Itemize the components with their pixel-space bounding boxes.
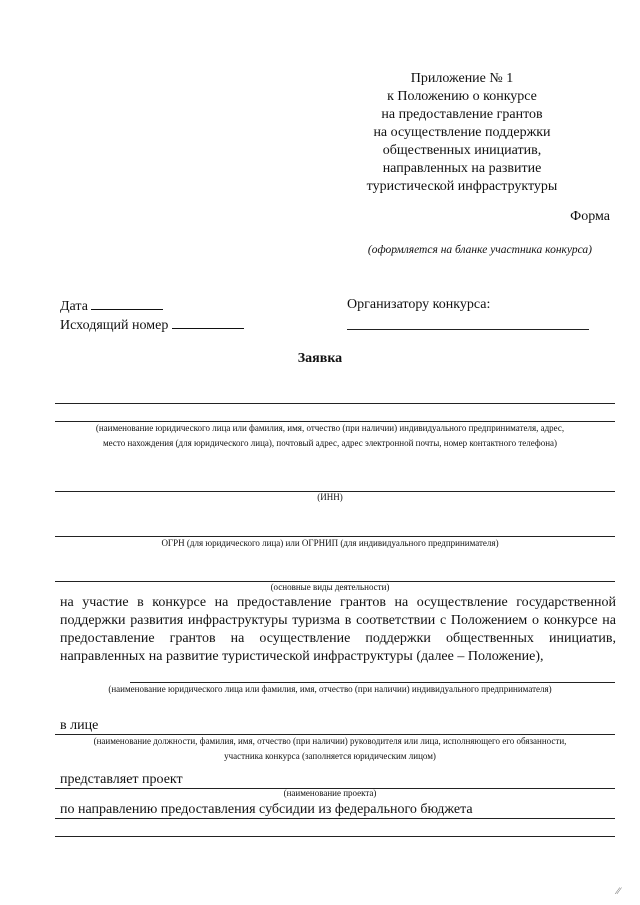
scan-mark: ∕∕ (616, 886, 620, 897)
direction-field-1[interactable] (55, 818, 615, 819)
applicant-name-field-1[interactable] (55, 403, 615, 404)
form-label: Форма (570, 209, 610, 224)
outgoing-number-label: Исходящий номер (60, 318, 169, 333)
outgoing-number-field[interactable] (172, 316, 244, 329)
header-line: общественных инициатив, (382, 143, 542, 158)
date-block (60, 297, 244, 335)
ogrn-caption: ОГРН (для юридического лица) или ОГРНИП (для индивидуального предпринимателя) (161, 538, 499, 548)
header-line: на осуществление поддержки (373, 125, 551, 140)
document-title: Заявка (297, 351, 343, 366)
project-caption: (наименование проекта) (283, 788, 377, 798)
inn-caption: (ИНН) (317, 492, 343, 502)
application-paragraph: на участие в конкурсе на предоставление грантов на осуществление государственной поддержки развития инфраструктуры туризма в соответствии с Положением о конкурсе на предоставление грантов на осуществление поддержки общественных инициатив, направленных на развитие туристической инфраструктуры (далее – Положение), (60, 595, 616, 664)
activities-caption: (основные виды деятельности) (270, 582, 390, 592)
header-line: к Положению о конкурсе (387, 89, 537, 104)
direction-field-2[interactable] (55, 836, 615, 837)
subsidy-direction-text: по направлению предоставления субсидии из федерального бюджета (60, 802, 473, 817)
applicant-name-caption-2: (наименование юридического лица или фамилия, имя, отчество (при наличии) индивидуального предпринимателя) (108, 684, 552, 694)
header-line: Приложение № 1 (410, 71, 514, 86)
letterhead-note: (оформляется на бланке участника конкурса) (367, 244, 592, 256)
header-line: направленных на развитие (382, 161, 542, 176)
attachment-header (332, 70, 592, 196)
in-person-label: в лице (60, 718, 99, 733)
organizer-field[interactable] (347, 329, 589, 330)
applicant-name-caption: (наименование юридического лица или фамилия, имя, отчество (при наличии) индивидуального предпринимателя, адрес, место нахождения (для юридического лица), почтовый адрес, адрес электронной почты, номер контактного телефона) (95, 423, 565, 448)
date-label: Дата (60, 299, 88, 314)
organizer-label: Организатору конкурса: (347, 297, 491, 312)
header-line: на предоставление грантов (381, 107, 543, 122)
presents-project-label: представляет проект (60, 772, 183, 787)
header-line: туристической инфраструктуры (366, 179, 558, 194)
organizer-block (347, 297, 490, 313)
date-field[interactable] (91, 297, 163, 310)
representative-caption: (наименование должности, фамилия, имя, отчество (при наличии) руководителя или лица, исполняющего его обязанности, участника конкурса (заполняется юридическим лицом) (93, 736, 567, 761)
